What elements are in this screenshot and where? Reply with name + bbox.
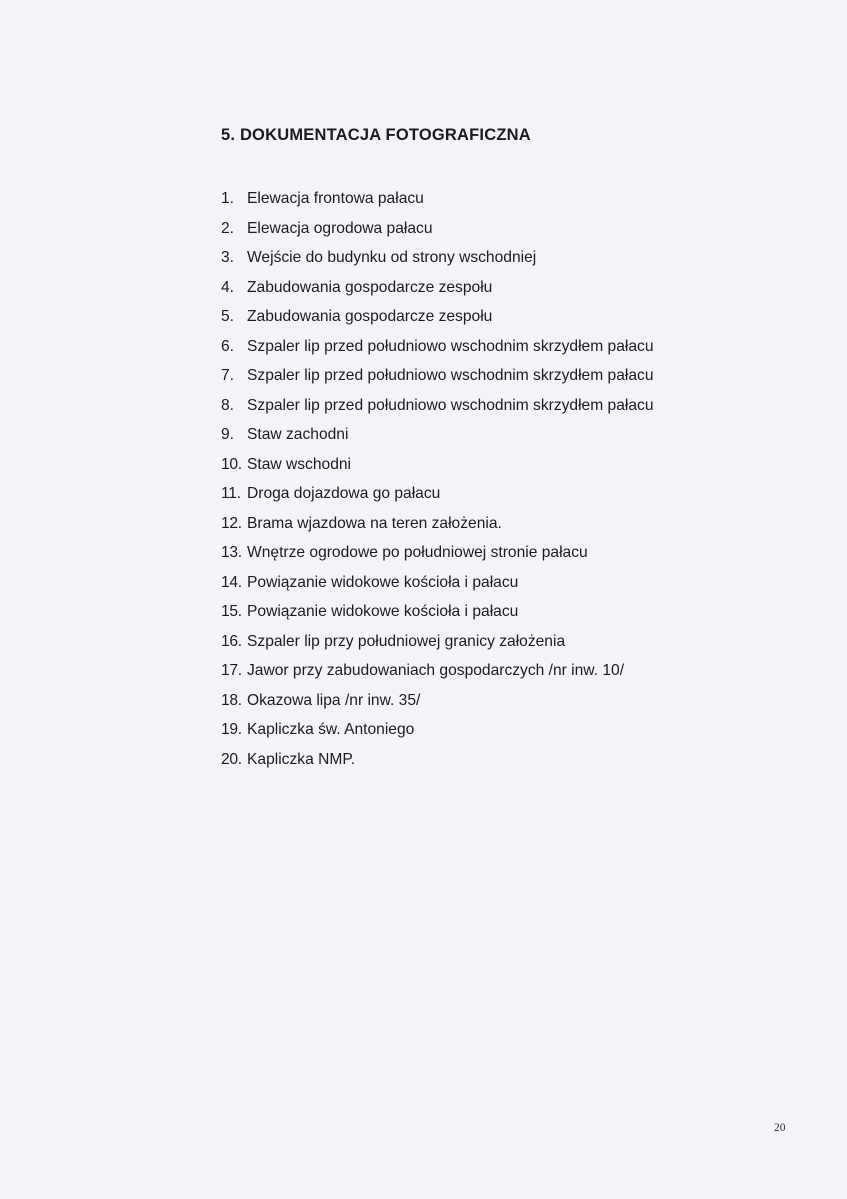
item-text: Wejście do budynku od strony wschodniej [247, 249, 537, 266]
item-number: 7. [221, 367, 235, 384]
item-number: 10. [221, 455, 242, 473]
item-text: Wnętrze ogrodowe po południowej stronie pałacu [247, 544, 588, 561]
list-item [221, 509, 654, 539]
item-text: Jawor przy zabudowaniach gospodarczych /nr inw. 10/ [247, 662, 625, 679]
item-text: Elewacja ogrodowa pałacu [247, 219, 433, 237]
item-text: Brama wjazdowa na teren założenia. [247, 514, 502, 532]
list-item [221, 243, 654, 273]
item-number: 2. [221, 219, 235, 237]
item-number: 15. [221, 603, 242, 620]
list-item [221, 273, 654, 303]
item-number: 20. [221, 750, 242, 768]
item-number: 19. [221, 721, 242, 738]
list-item [221, 450, 654, 480]
list-item [221, 302, 654, 332]
item-text: Zabudowania gospodarcze zespołu [247, 278, 493, 296]
list-item [221, 715, 654, 745]
item-text: Kapliczka św. Antoniego [247, 721, 415, 738]
list-item [221, 420, 654, 450]
list-item [221, 361, 654, 391]
item-number: 17. [221, 662, 242, 679]
item-text: Staw wschodni [247, 455, 352, 473]
item-number: 8. [221, 396, 235, 414]
list-item [221, 184, 654, 214]
item-number: 12. [221, 514, 242, 532]
item-text: Szpaler lip przed południowo wschodnim skrzydłem pałacu [247, 337, 654, 355]
list-item [221, 627, 654, 657]
item-number: 1. [221, 190, 235, 207]
list-item [221, 686, 654, 716]
item-number: 3. [221, 249, 235, 266]
item-text: Elewacja frontowa pałacu [247, 190, 424, 207]
item-text: Droga dojazdowa go pałacu [247, 485, 441, 502]
section-heading: 5. DOKUMENTACJA FOTOGRAFICZNA [221, 126, 531, 144]
item-number: 9. [221, 426, 235, 443]
page-number: 20 [774, 1122, 786, 1134]
list-item [221, 597, 654, 627]
item-number: 13. [221, 544, 242, 561]
item-text: Powiązanie widokowe kościoła i pałacu [247, 603, 519, 620]
list-item [221, 479, 654, 509]
list-item [221, 538, 654, 568]
item-text: Staw zachodni [247, 426, 349, 443]
item-text: Kapliczka NMP. [247, 750, 356, 768]
list-item [221, 568, 654, 598]
list-item [221, 745, 654, 775]
item-number: 16. [221, 632, 242, 650]
item-text: Szpaler lip przy południowej granicy założenia [247, 632, 566, 650]
list-item [221, 391, 654, 421]
list-item [221, 332, 654, 362]
list-item [221, 656, 654, 686]
item-text: Szpaler lip przed południowo wschodnim skrzydłem pałacu [247, 367, 654, 384]
photo-documentation-list [221, 184, 654, 774]
item-text: Szpaler lip przed południowo wschodnim skrzydłem pałacu [247, 396, 654, 414]
item-number: 18. [221, 691, 242, 709]
item-number: 6. [221, 337, 235, 355]
item-number: 11. [221, 485, 241, 502]
item-number: 4. [221, 278, 235, 296]
item-text: Zabudowania gospodarcze zespołu [247, 308, 493, 325]
list-item [221, 214, 654, 244]
item-number: 5. [221, 308, 235, 325]
item-number: 14. [221, 573, 242, 591]
item-text: Powiązanie widokowe kościoła i pałacu [247, 573, 519, 591]
item-text: Okazowa lipa /nr inw. 35/ [247, 691, 421, 709]
